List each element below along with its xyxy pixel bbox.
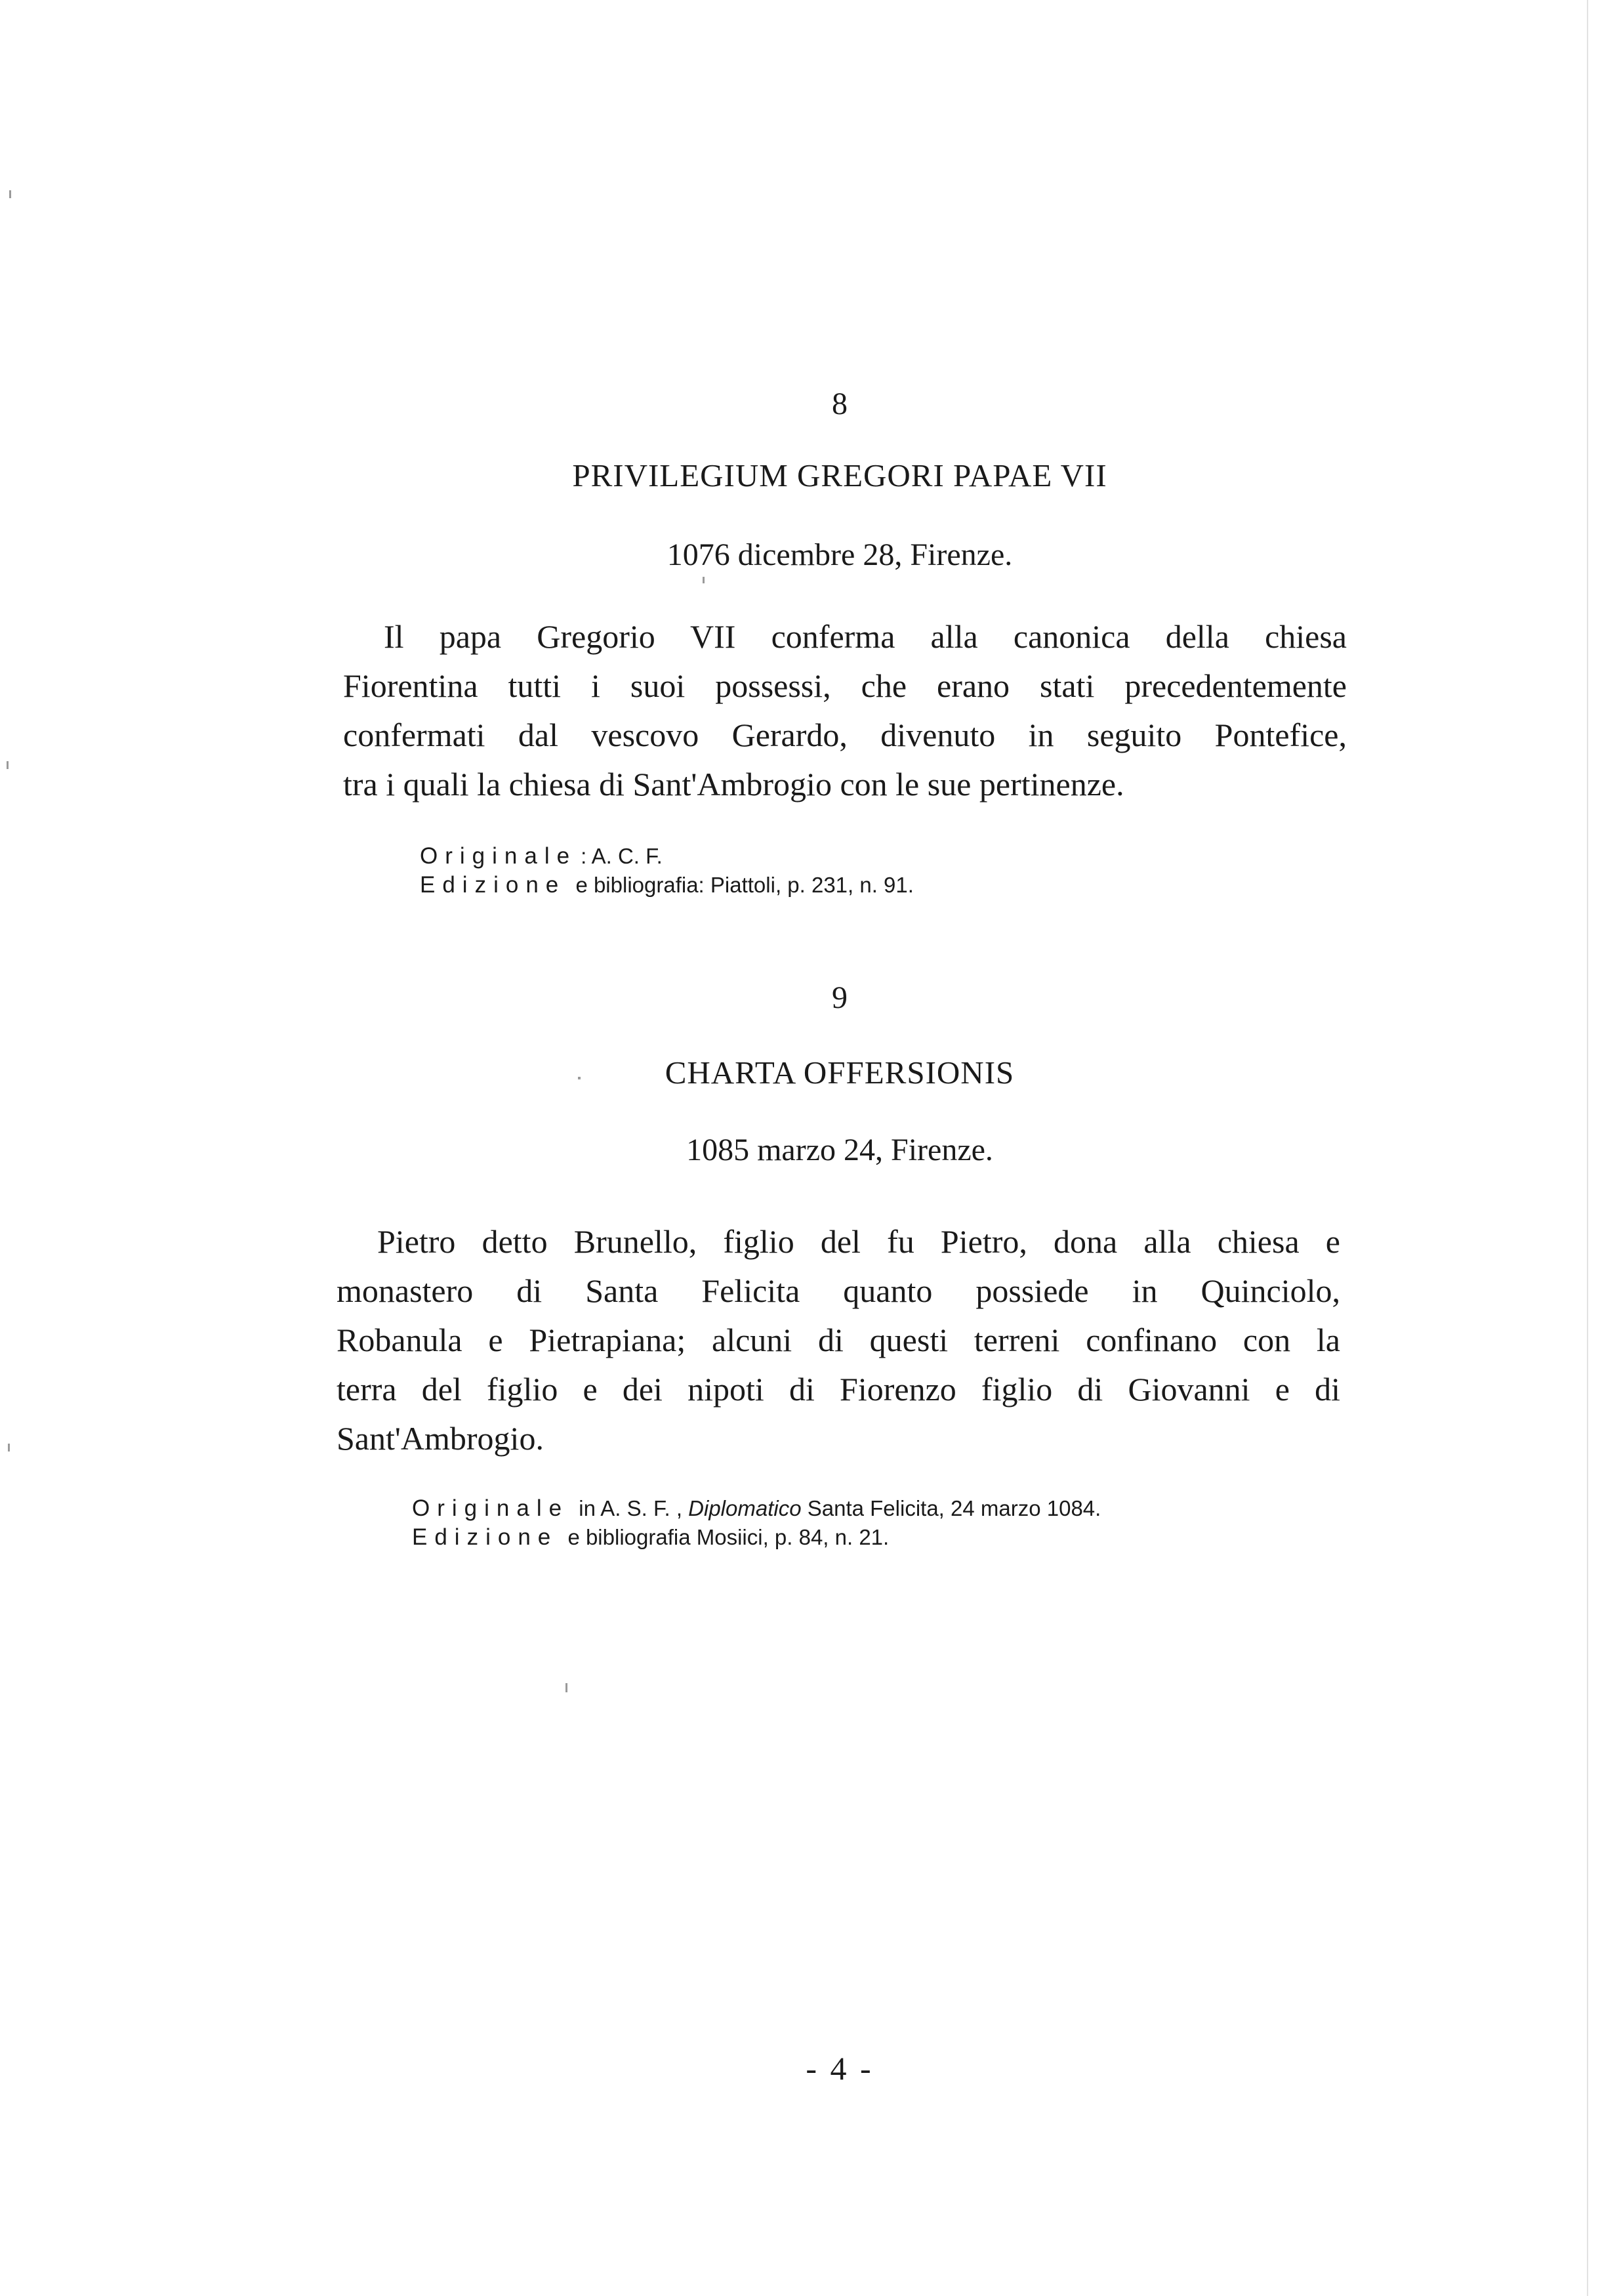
edition-text: e bibliografia: Piattoli, p. 231, n. 91. [575, 873, 914, 897]
abstract-line: Pietro detto Brunello, figlio del fu Pietro, dona alla chiesa e [377, 1223, 1340, 1260]
scan-speck [703, 577, 705, 583]
scan-speck [9, 190, 11, 198]
document-number: 8 [832, 386, 848, 421]
abstract-line: confermati dal vescovo Gerardo, divenuto in seguito Pontefice, [343, 717, 1347, 753]
original-text: in A. S. F. , [579, 1496, 682, 1520]
abstract-line: Il papa Gregorio VII conferma alla canonica della chiesa [384, 618, 1347, 655]
original-text-italic: Diplomatico [688, 1496, 802, 1520]
document-title: CHARTA OFFERSIONIS [665, 1054, 1015, 1091]
original-label: Originale [420, 843, 577, 869]
document-title: PRIVILEGIUM GREGORI PAPAE VII [572, 457, 1107, 493]
abstract-line: Fiorentina tutti i suoi possessi, che erano stati precedentemente [343, 667, 1347, 704]
document-date: 1085 marzo 24, Firenze. [686, 1133, 993, 1167]
original-text-post: Santa Felicita, 24 marzo 1084. [807, 1496, 1101, 1520]
edition-text: e bibliografia Mosiici, p. 84, n. 21. [567, 1525, 890, 1549]
original-note [412, 1494, 1101, 1523]
edition-label: Edizione [420, 872, 566, 898]
abstract-line: Robanula e Pietrapiana; alcuni di questi terreni confinano con la [337, 1322, 1340, 1358]
document-notes [420, 842, 914, 900]
page-number: - 4 - [806, 2050, 874, 2087]
document-date: 1076 dicembre 28, Firenze. [667, 537, 1013, 572]
edition-note [412, 1523, 1101, 1552]
scan-speck [578, 1077, 581, 1079]
document-number: 9 [832, 980, 848, 1015]
abstract-line: terra del figlio e dei nipoti di Fiorenzo figlio di Giovanni e di [337, 1371, 1340, 1408]
original-label: Originale [412, 1495, 569, 1521]
edition-note [420, 871, 914, 900]
original-text: : A. C. F. [581, 844, 663, 868]
abstract-line: tra i quali la chiesa di Sant'Ambrogio con le sue pertinenze. [343, 766, 1124, 803]
scan-speck [565, 1683, 567, 1692]
scan-speck [7, 761, 9, 769]
original-note [420, 842, 914, 871]
abstract-line: Sant'Ambrogio. [337, 1420, 544, 1457]
document-abstract [343, 612, 1347, 809]
edition-label: Edizione [412, 1524, 558, 1550]
abstract-line: monastero di Santa Felicita quanto possiede in Quinciolo, [337, 1272, 1340, 1309]
scan-speck [8, 1444, 10, 1451]
document-notes [412, 1494, 1101, 1552]
document-abstract [337, 1217, 1340, 1463]
